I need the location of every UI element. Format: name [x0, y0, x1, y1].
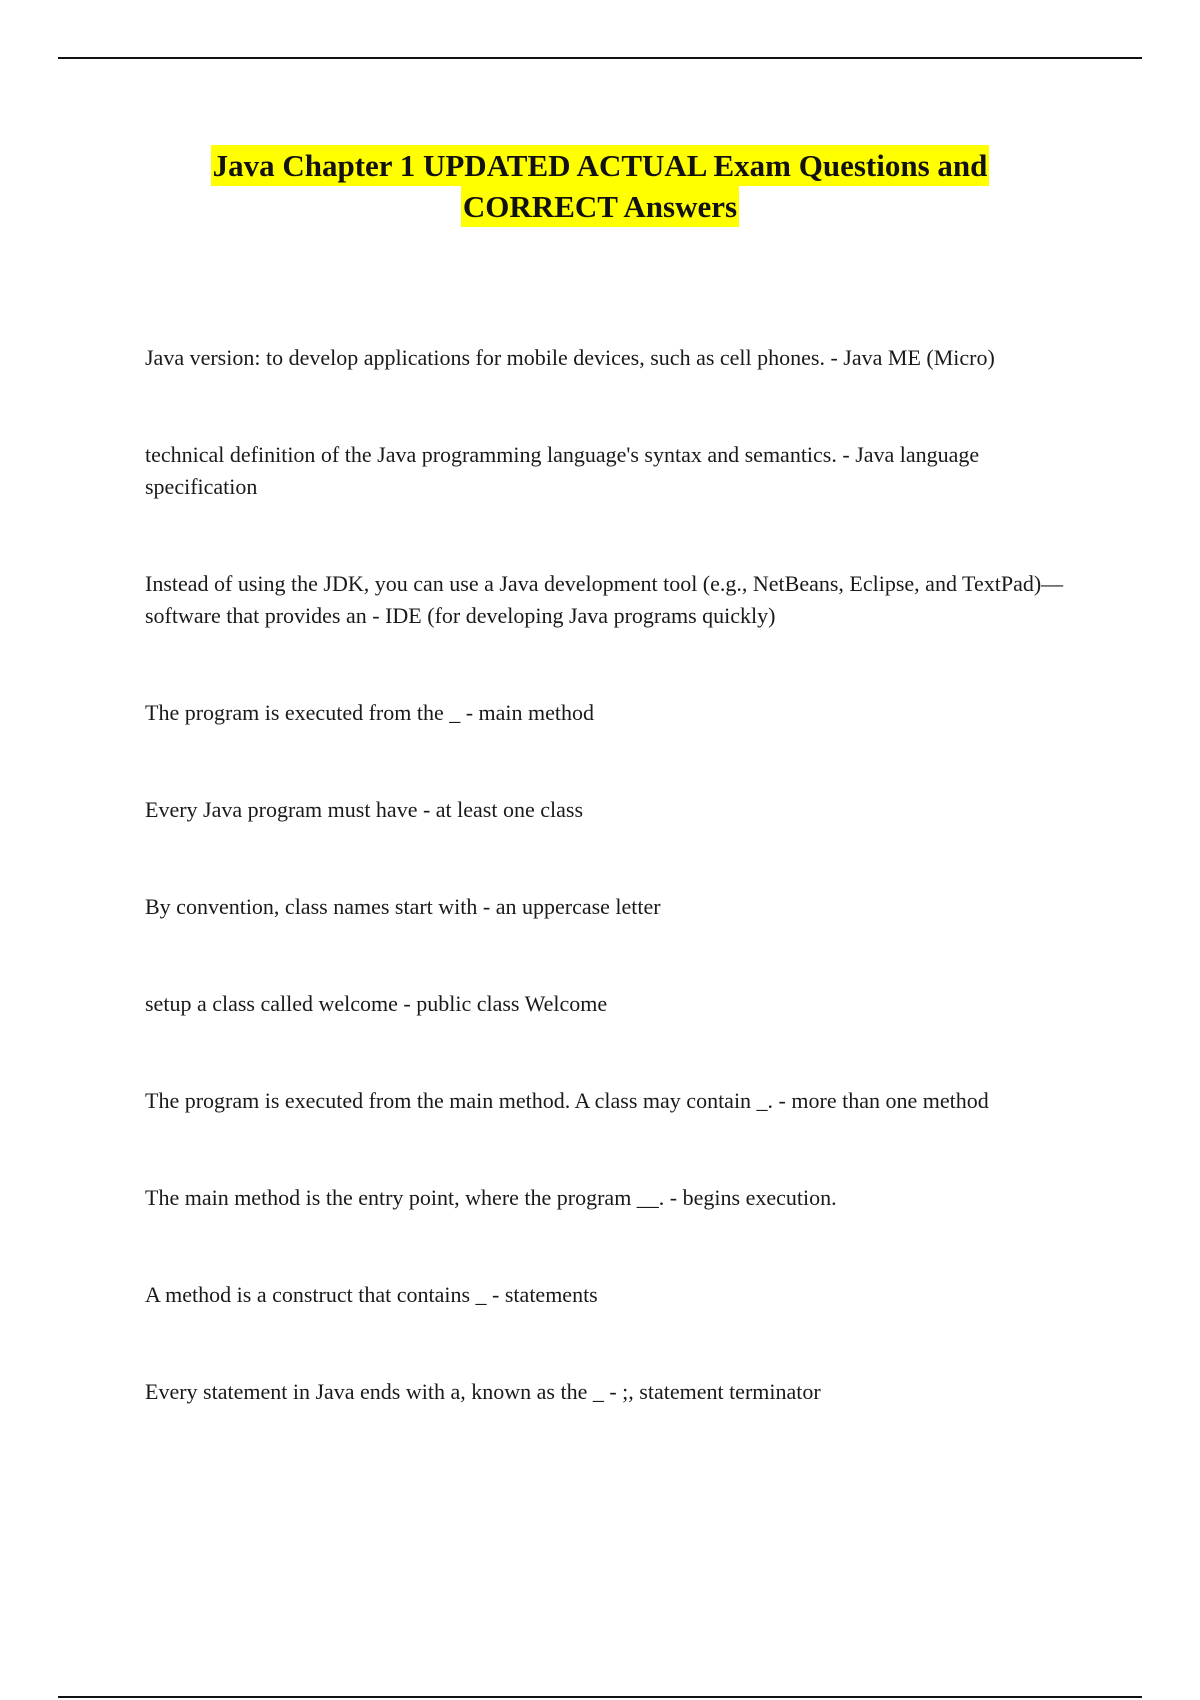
qa-item-1: Java version: to develop applications for mobile devices, such as cell phones. - Java ME (Micro) [145, 345, 995, 370]
bottom-rule [58, 1696, 1142, 1698]
qa-item-6: By convention, class names start with - an uppercase letter [145, 894, 661, 919]
qa-item-10: A method is a construct that contains _ - statements [145, 1282, 598, 1307]
top-rule [58, 57, 1142, 59]
qa-item-5: Every Java program must have - at least one class [145, 797, 584, 822]
qa-item-11: Every statement in Java ends with a, known as the _ - ;, statement terminator [145, 1379, 821, 1404]
qa-item-2: technical definition of the Java programming language's syntax and semantics. - Java language specification [145, 442, 980, 499]
qa-item-4: The program is executed from the _ - main method [145, 700, 595, 725]
qa-item-8: The program is executed from the main method. A class may contain _. - more than one method [145, 1088, 989, 1113]
document-title [0, 145, 1200, 227]
title-line-1: Java Chapter 1 UPDATED ACTUAL Exam Questions and [211, 145, 990, 186]
title-line-2: CORRECT Answers [461, 186, 739, 227]
qa-item-9: The main method is the entry point, where the program __. - begins execution. [145, 1185, 837, 1210]
qa-item-7: setup a class called welcome - public class Welcome [145, 991, 608, 1016]
qa-item-3: Instead of using the JDK, you can use a Java development tool (e.g., NetBeans, Eclipse, and TextPad)—software that provides an - IDE (for developing Java programs quickly) [145, 571, 1064, 628]
